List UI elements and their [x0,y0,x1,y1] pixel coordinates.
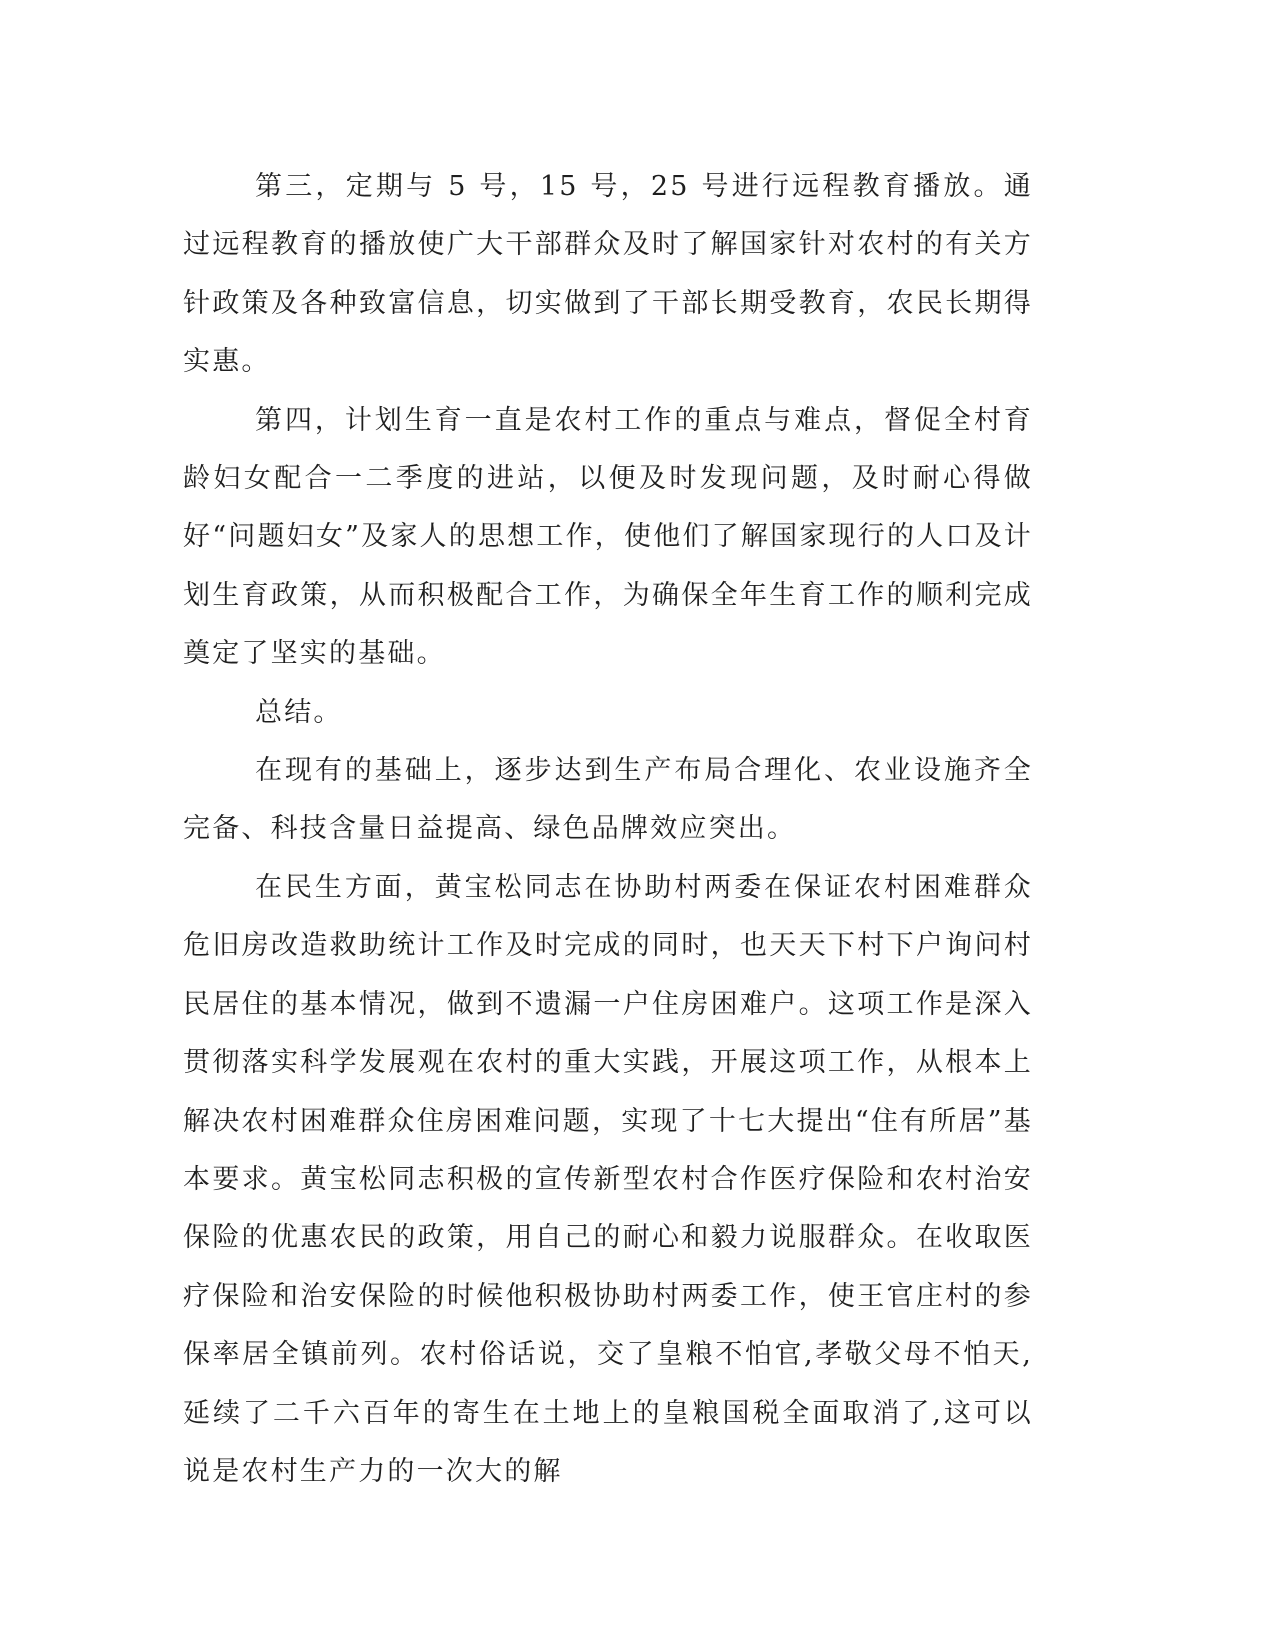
paragraph-agriculture-goals: 在现有的基础上，逐步达到生产布局合理化、农业设施齐全完备、科技含量日益提高、绿色品牌效应突出。 [183,755,1033,845]
paragraph-livelihood: 在民生方面，黄宝松同志在协助村两委在保证农村困难群众危旧房改造救助统计工作及时完成的同时，也天天下村下户询问村民居住的基本情况，做到不遗漏一户住房困难户。这项工作是深入贯彻落实科学发展观在农村的重大实践，开展这项工作，从根本上解决农村困难群众住房困难问题，实现了十七大提出“住有所居”基本要求。黄宝松同志积极的宣传新型农村合作医疗保险和农村治安保险的优惠农民的政策，用自己的耐心和毅力说服群众。在收取医疗保险和治安保险的时候他积极协助村两委工作，使王官庄村的参保率居全镇前列。农村俗话说，交了皇粮不怕官,孝敬父母不怕天,延续了二千六百年的寄生在土地上的皇粮国税全面取消了,这可以说是农村生产力的一次大的解 [183,871,1033,1487]
paragraph-family-planning: 第四，计划生育一直是农村工作的重点与难点，督促全村育龄妇女配合一二季度的进站，以便及时发现问题，及时耐心得做好“问题妇女”及家人的思想工作，使他们了解国家现行的人口及计划生育政策，从而积极配合工作，为确保全年生育工作的顺利完成奠定了坚实的基础。 [183,404,1033,670]
document-body [183,158,1033,1501]
paragraph-summary-heading: 总结。 [255,696,343,728]
paragraph-remote-education: 第三，定期与 5 号，15 号，25 号进行远程教育播放。通过远程教育的播放使广大干部群众及时了解国家针对农村的有关方针政策及各种致富信息，切实做到了干部长期受教育，农民长期得实惠。 [183,171,1033,378]
